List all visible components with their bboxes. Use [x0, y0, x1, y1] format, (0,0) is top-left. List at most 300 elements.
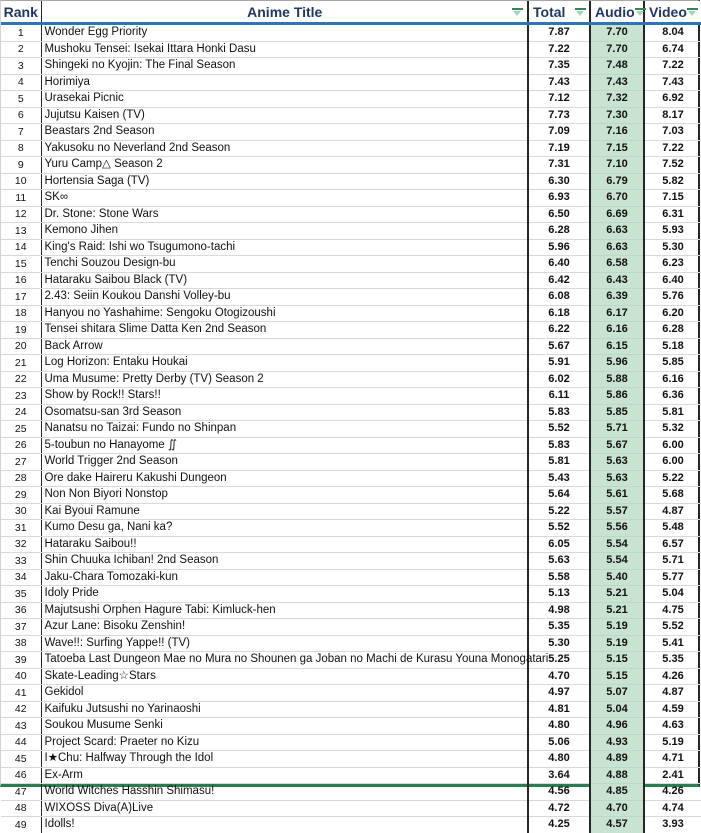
title-cell[interactable]: Hataraku Saibou!! — [41, 536, 528, 553]
audio-cell[interactable]: 5.19 — [590, 619, 644, 636]
video-cell[interactable]: 7.43 — [644, 74, 701, 91]
video-cell[interactable]: 4.71 — [644, 751, 701, 768]
video-cell[interactable]: 6.00 — [644, 437, 701, 454]
rank-cell[interactable]: 34 — [1, 569, 41, 586]
title-cell[interactable]: Azur Lane: Bisoku Zenshin! — [41, 619, 528, 636]
total-cell[interactable]: 5.64 — [528, 487, 590, 504]
total-cell[interactable]: 5.25 — [528, 652, 590, 669]
video-cell[interactable]: 6.00 — [644, 454, 701, 471]
title-cell[interactable]: Horimiya — [41, 74, 528, 91]
rank-cell[interactable]: 5 — [1, 91, 41, 108]
title-cell[interactable]: Back Arrow — [41, 338, 528, 355]
table-row — [1, 767, 701, 784]
total-cell[interactable]: 5.67 — [528, 338, 590, 355]
video-cell[interactable]: 5.35 — [644, 652, 701, 669]
column-header-total — [528, 1, 590, 24]
audio-cell[interactable]: 4.93 — [590, 734, 644, 751]
video-cell[interactable]: 4.26 — [644, 784, 701, 801]
title-cell[interactable]: Kai Byoui Ramune — [41, 503, 528, 520]
table-row — [1, 569, 701, 586]
table-header — [1, 1, 701, 24]
audio-cell[interactable]: 6.17 — [590, 305, 644, 322]
video-cell[interactable]: 7.03 — [644, 124, 701, 141]
rank-cell[interactable]: 1 — [1, 24, 41, 42]
total-cell[interactable]: 6.18 — [528, 305, 590, 322]
audio-cell[interactable]: 5.63 — [590, 454, 644, 471]
audio-cell[interactable]: 6.63 — [590, 223, 644, 240]
total-cell[interactable]: 5.91 — [528, 355, 590, 372]
title-cell[interactable]: Wave!!: Surfing Yappe!! (TV) — [41, 635, 528, 652]
audio-cell[interactable]: 5.88 — [590, 371, 644, 388]
video-cell[interactable]: 5.77 — [644, 569, 701, 586]
total-cell[interactable]: 7.73 — [528, 107, 590, 124]
table-row — [1, 91, 701, 108]
rank-cell[interactable]: 19 — [1, 322, 41, 339]
table-row — [1, 404, 701, 421]
audio-cell[interactable]: 7.43 — [590, 74, 644, 91]
title-cell[interactable]: Osomatsu-san 3rd Season — [41, 404, 528, 421]
column-header-label: Total — [533, 3, 566, 20]
video-cell[interactable]: 6.74 — [644, 41, 701, 58]
table-row — [1, 124, 701, 141]
title-cell[interactable]: Majutsushi Orphen Hagure Tabi: Kimluck-hen — [41, 602, 528, 619]
rank-cell[interactable]: 30 — [1, 503, 41, 520]
title-cell[interactable]: World Trigger 2nd Season — [41, 454, 528, 471]
audio-cell[interactable]: 6.16 — [590, 322, 644, 339]
rank-cell[interactable]: 32 — [1, 536, 41, 553]
audio-cell[interactable]: 5.54 — [590, 536, 644, 553]
video-cell[interactable]: 4.75 — [644, 602, 701, 619]
video-cell[interactable]: 6.16 — [644, 371, 701, 388]
rank-cell[interactable]: 49 — [1, 817, 41, 833]
title-cell[interactable]: Shin Chuuka Ichiban! 2nd Season — [41, 553, 528, 570]
audio-cell[interactable]: 5.96 — [590, 355, 644, 372]
title-cell[interactable]: Kumo Desu ga, Nani ka? — [41, 520, 528, 537]
table-row — [1, 454, 701, 471]
title-cell[interactable]: WIXOSS Diva(A)Live — [41, 800, 528, 817]
table-row — [1, 602, 701, 619]
audio-cell[interactable]: 7.15 — [590, 140, 644, 157]
total-cell[interactable]: 7.09 — [528, 124, 590, 141]
video-cell[interactable]: 8.17 — [644, 107, 701, 124]
rank-cell[interactable]: 26 — [1, 437, 41, 454]
total-cell[interactable]: 6.42 — [528, 272, 590, 289]
audio-cell[interactable]: 7.70 — [590, 41, 644, 58]
table-row — [1, 503, 701, 520]
title-cell[interactable]: Skate-Leading☆Stars — [41, 668, 528, 685]
title-cell[interactable]: Dr. Stone: Stone Wars — [41, 206, 528, 223]
total-cell[interactable]: 6.40 — [528, 256, 590, 273]
table-row — [1, 701, 701, 718]
audio-cell[interactable]: 5.63 — [590, 470, 644, 487]
title-cell[interactable]: King's Raid: Ishi wo Tsugumono-tachi — [41, 239, 528, 256]
rank-cell[interactable]: 33 — [1, 553, 41, 570]
total-cell[interactable]: 5.63 — [528, 553, 590, 570]
rank-cell[interactable]: 8 — [1, 140, 41, 157]
video-cell[interactable]: 6.28 — [644, 322, 701, 339]
table-row — [1, 619, 701, 636]
video-cell[interactable]: 7.52 — [644, 157, 701, 174]
total-cell[interactable]: 7.31 — [528, 157, 590, 174]
title-cell[interactable]: Nanatsu no Taizai: Fundo no Shinpan — [41, 421, 528, 438]
audio-cell[interactable]: 5.56 — [590, 520, 644, 537]
table-row — [1, 371, 701, 388]
ratings-table — [1, 1, 701, 833]
rank-cell[interactable]: 13 — [1, 223, 41, 240]
rank-cell[interactable]: 2 — [1, 41, 41, 58]
table-row — [1, 272, 701, 289]
video-cell[interactable]: 5.52 — [644, 619, 701, 636]
audio-cell[interactable]: 5.54 — [590, 553, 644, 570]
table-body — [1, 24, 701, 833]
rank-cell[interactable]: 20 — [1, 338, 41, 355]
title-cell[interactable]: Idoly Pride — [41, 586, 528, 603]
rank-cell[interactable]: 23 — [1, 388, 41, 405]
audio-cell[interactable]: 5.15 — [590, 668, 644, 685]
total-cell[interactable]: 5.13 — [528, 586, 590, 603]
audio-cell[interactable]: 6.15 — [590, 338, 644, 355]
title-cell[interactable]: Soukou Musume Senki — [41, 718, 528, 735]
title-cell[interactable]: Hataraku Saibou Black (TV) — [41, 272, 528, 289]
title-cell[interactable]: Jujutsu Kaisen (TV) — [41, 107, 528, 124]
total-cell[interactable]: 5.81 — [528, 454, 590, 471]
table-row — [1, 289, 701, 306]
video-cell[interactable]: 5.93 — [644, 223, 701, 240]
audio-cell[interactable]: 5.71 — [590, 421, 644, 438]
video-cell[interactable]: 5.04 — [644, 586, 701, 603]
audio-cell[interactable]: 7.48 — [590, 58, 644, 75]
table-row — [1, 190, 701, 207]
table-row — [1, 685, 701, 702]
total-cell[interactable]: 5.22 — [528, 503, 590, 520]
total-cell[interactable]: 4.80 — [528, 751, 590, 768]
title-cell[interactable]: World Witches Hasshin Shimasu! — [41, 784, 528, 801]
total-cell[interactable]: 7.12 — [528, 91, 590, 108]
table-row — [1, 256, 701, 273]
total-cell[interactable]: 7.87 — [528, 24, 590, 42]
rank-cell[interactable]: 47 — [1, 784, 41, 801]
video-cell[interactable]: 4.63 — [644, 718, 701, 735]
filter-icon[interactable] — [512, 7, 523, 17]
total-cell[interactable]: 6.22 — [528, 322, 590, 339]
table-row — [1, 140, 701, 157]
table-row — [1, 223, 701, 240]
audio-cell[interactable]: 5.19 — [590, 635, 644, 652]
video-cell[interactable]: 5.48 — [644, 520, 701, 537]
title-cell[interactable]: Gekidol — [41, 685, 528, 702]
audio-cell[interactable]: 7.32 — [590, 91, 644, 108]
video-cell[interactable]: 2.41 — [644, 767, 701, 784]
total-cell[interactable]: 5.43 — [528, 470, 590, 487]
total-cell[interactable]: 6.11 — [528, 388, 590, 405]
table-row — [1, 173, 701, 190]
title-cell[interactable]: Urasekai Picnic — [41, 91, 528, 108]
total-cell[interactable]: 4.25 — [528, 817, 590, 833]
title-cell[interactable]: 5-toubun no Hanayome ∬ — [41, 437, 528, 454]
table-row — [1, 305, 701, 322]
total-cell[interactable]: 7.43 — [528, 74, 590, 91]
table-row — [1, 355, 701, 372]
video-cell[interactable]: 6.23 — [644, 256, 701, 273]
title-cell[interactable]: 2.43: Seiin Koukou Danshi Volley-bu — [41, 289, 528, 306]
rank-cell[interactable]: 7 — [1, 124, 41, 141]
rank-cell[interactable]: 35 — [1, 586, 41, 603]
total-cell[interactable]: 7.35 — [528, 58, 590, 75]
header-row — [1, 1, 701, 24]
title-cell[interactable]: Tensei shitara Slime Datta Ken 2nd Season — [41, 322, 528, 339]
rank-cell[interactable]: 27 — [1, 454, 41, 471]
table-row — [1, 800, 701, 817]
rank-cell[interactable]: 22 — [1, 371, 41, 388]
title-cell[interactable]: Kemono Jihen — [41, 223, 528, 240]
total-cell[interactable]: 4.97 — [528, 685, 590, 702]
total-cell[interactable]: 6.02 — [528, 371, 590, 388]
title-cell[interactable]: Hortensia Saga (TV) — [41, 173, 528, 190]
total-cell[interactable]: 5.52 — [528, 520, 590, 537]
audio-cell[interactable]: 5.86 — [590, 388, 644, 405]
audio-cell[interactable]: 6.39 — [590, 289, 644, 306]
audio-cell[interactable]: 6.70 — [590, 190, 644, 207]
title-cell[interactable]: Beastars 2nd Season — [41, 124, 528, 141]
video-cell[interactable]: 4.59 — [644, 701, 701, 718]
total-cell[interactable]: 4.80 — [528, 718, 590, 735]
total-cell[interactable]: 5.83 — [528, 404, 590, 421]
total-cell[interactable]: 6.08 — [528, 289, 590, 306]
total-cell[interactable]: 6.30 — [528, 173, 590, 190]
title-cell[interactable]: Jaku-Chara Tomozaki-kun — [41, 569, 528, 586]
video-cell[interactable]: 7.22 — [644, 58, 701, 75]
total-cell[interactable]: 7.19 — [528, 140, 590, 157]
total-cell[interactable]: 4.70 — [528, 668, 590, 685]
rank-cell[interactable]: 44 — [1, 734, 41, 751]
rank-cell[interactable]: 37 — [1, 619, 41, 636]
table-row — [1, 437, 701, 454]
audio-cell[interactable]: 6.79 — [590, 173, 644, 190]
column-header-label: Audio — [595, 3, 635, 20]
rank-cell[interactable]: 3 — [1, 58, 41, 75]
table-row — [1, 784, 701, 801]
audio-cell[interactable]: 5.67 — [590, 437, 644, 454]
table-row — [1, 718, 701, 735]
total-cell[interactable]: 4.81 — [528, 701, 590, 718]
video-cell[interactable]: 5.32 — [644, 421, 701, 438]
rank-cell[interactable]: 46 — [1, 767, 41, 784]
table-row — [1, 388, 701, 405]
video-cell[interactable]: 4.74 — [644, 800, 701, 817]
title-cell[interactable]: Yakusoku no Neverland 2nd Season — [41, 140, 528, 157]
rank-cell[interactable]: 40 — [1, 668, 41, 685]
title-cell[interactable]: SK∞ — [41, 190, 528, 207]
total-cell[interactable]: 6.05 — [528, 536, 590, 553]
rank-cell[interactable]: 36 — [1, 602, 41, 619]
video-cell[interactable]: 6.92 — [644, 91, 701, 108]
audio-cell[interactable]: 5.85 — [590, 404, 644, 421]
audio-cell[interactable]: 4.89 — [590, 751, 644, 768]
video-cell[interactable]: 8.04 — [644, 24, 701, 42]
audio-cell[interactable]: 6.69 — [590, 206, 644, 223]
audio-cell[interactable]: 5.21 — [590, 586, 644, 603]
table-row — [1, 586, 701, 603]
audio-cell[interactable]: 6.58 — [590, 256, 644, 273]
table-row — [1, 107, 701, 124]
table-row — [1, 157, 701, 174]
video-cell[interactable]: 3.93 — [662, 818, 684, 831]
audio-cell[interactable]: 5.57 — [590, 503, 644, 520]
filter-icon[interactable] — [687, 7, 698, 17]
rank-cell[interactable]: 16 — [1, 272, 41, 289]
title-cell[interactable]: Uma Musume: Pretty Derby (TV) Season 2 — [41, 371, 528, 388]
total-cell[interactable]: 5.30 — [528, 635, 590, 652]
table-row — [1, 239, 701, 256]
video-cell[interactable]: 6.36 — [644, 388, 701, 405]
video-cell[interactable]: 5.68 — [644, 487, 701, 504]
title-cell[interactable]: Show by Rock!! Stars!! — [41, 388, 528, 405]
table-row — [1, 322, 701, 339]
title-cell[interactable]: Kaifuku Jutsushi no Yarinaoshi — [41, 701, 528, 718]
table-row — [1, 652, 701, 669]
rank-cell[interactable]: 29 — [1, 487, 41, 504]
audio-cell[interactable]: 7.30 — [590, 107, 644, 124]
rank-cell[interactable]: 12 — [1, 206, 41, 223]
video-cell[interactable]: 5.82 — [644, 173, 701, 190]
rank-cell[interactable]: 43 — [1, 718, 41, 735]
audio-cell[interactable]: 4.85 — [590, 784, 644, 801]
title-cell[interactable]: Ex-Arm — [41, 767, 528, 784]
table-row — [1, 536, 701, 553]
total-cell[interactable]: 5.52 — [528, 421, 590, 438]
rank-cell[interactable]: 9 — [1, 157, 41, 174]
audio-cell[interactable]: 4.57 — [590, 817, 644, 833]
rank-cell[interactable]: 42 — [1, 701, 41, 718]
video-cell[interactable]: 5.22 — [644, 470, 701, 487]
video-cell[interactable]: 5.41 — [644, 635, 701, 652]
total-cell[interactable]: 3.64 — [528, 767, 590, 784]
table-row — [1, 74, 701, 91]
rank-cell[interactable]: 21 — [1, 355, 41, 372]
audio-cell[interactable]: 5.15 — [590, 652, 644, 669]
rank-cell[interactable]: 39 — [1, 652, 41, 669]
audio-cell[interactable]: 5.61 — [590, 487, 644, 504]
title-cell[interactable]: Mushoku Tensei: Isekai Ittara Honki Dasu — [41, 41, 528, 58]
rank-cell[interactable]: 15 — [1, 256, 41, 273]
title-cell[interactable]: Ore dake Haireru Kakushi Dungeon — [41, 470, 528, 487]
video-cell[interactable]: 5.71 — [644, 553, 701, 570]
total-cell[interactable]: 7.22 — [528, 41, 590, 58]
filter-icon[interactable] — [575, 7, 586, 17]
audio-cell[interactable]: 6.43 — [590, 272, 644, 289]
rank-cell[interactable]: 6 — [1, 107, 41, 124]
audio-cell[interactable]: 7.16 — [590, 124, 644, 141]
rank-cell[interactable]: 45 — [1, 751, 41, 768]
audio-cell[interactable]: 4.70 — [590, 800, 644, 817]
total-cell[interactable]: 4.72 — [528, 800, 590, 817]
rank-cell[interactable]: 4 — [1, 74, 41, 91]
title-cell[interactable]: Hanyou no Yashahime: Sengoku Otogizoushi — [41, 305, 528, 322]
audio-cell[interactable]: 4.96 — [590, 718, 644, 735]
total-cell[interactable]: 5.83 — [528, 437, 590, 454]
rank-cell[interactable]: 24 — [1, 404, 41, 421]
column-header-audio — [590, 1, 644, 24]
video-cell[interactable]: 7.15 — [644, 190, 701, 207]
rank-cell[interactable]: 28 — [1, 470, 41, 487]
column-header-label: Rank — [3, 3, 38, 20]
audio-cell[interactable]: 5.07 — [590, 685, 644, 702]
video-cell[interactable]: 5.81 — [644, 404, 701, 421]
total-cell[interactable]: 4.56 — [528, 784, 590, 801]
video-cell[interactable]: 6.31 — [644, 206, 701, 223]
table-row — [1, 487, 701, 504]
video-cell[interactable]: 4.26 — [644, 668, 701, 685]
title-cell[interactable]: Idolls! — [41, 817, 528, 833]
rank-cell[interactable]: 14 — [1, 239, 41, 256]
audio-cell[interactable]: 5.21 — [590, 602, 644, 619]
total-cell[interactable]: 5.58 — [528, 569, 590, 586]
video-cell[interactable]: 5.76 — [644, 289, 701, 306]
rank-cell[interactable]: 38 — [1, 635, 41, 652]
audio-cell[interactable]: 7.10 — [590, 157, 644, 174]
table-row — [1, 58, 701, 75]
rank-cell[interactable]: 31 — [1, 520, 41, 537]
total-cell[interactable]: 6.50 — [528, 206, 590, 223]
rank-cell[interactable]: 10 — [1, 173, 41, 190]
audio-cell[interactable]: 5.40 — [590, 569, 644, 586]
rank-cell[interactable]: 11 — [1, 190, 41, 207]
audio-cell[interactable]: 5.04 — [590, 701, 644, 718]
video-cell[interactable]: 5.85 — [644, 355, 701, 372]
table-row — [1, 520, 701, 537]
title-cell[interactable]: I★Chu: Halfway Through the Idol — [41, 751, 528, 768]
title-cell[interactable]: Tenchi Souzou Design-bu — [41, 256, 528, 273]
video-cell[interactable]: 4.87 — [644, 685, 701, 702]
video-cell[interactable]: 6.20 — [644, 305, 701, 322]
total-cell[interactable]: 5.35 — [528, 619, 590, 636]
video-cell[interactable]: 5.19 — [644, 734, 701, 751]
title-cell[interactable]: Shingeki no Kyojin: The Final Season — [41, 58, 528, 75]
rank-cell[interactable]: 41 — [1, 685, 41, 702]
rank-cell[interactable]: 48 — [1, 800, 41, 817]
table-row — [1, 668, 701, 685]
total-cell[interactable]: 5.96 — [528, 239, 590, 256]
title-cell[interactable]: Log Horizon: Entaku Houkai — [41, 355, 528, 372]
audio-cell[interactable]: 7.70 — [590, 24, 644, 42]
column-header-video — [644, 1, 701, 24]
rank-cell[interactable]: 25 — [1, 421, 41, 438]
title-cell[interactable]: Wonder Egg Priority — [41, 24, 528, 42]
audio-cell[interactable]: 6.63 — [590, 239, 644, 256]
title-cell[interactable]: Yuru Camp△ Season 2 — [41, 157, 528, 174]
total-cell[interactable]: 4.98 — [528, 602, 590, 619]
video-cell[interactable]: 6.57 — [644, 536, 701, 553]
total-cell[interactable]: 6.28 — [528, 223, 590, 240]
title-cell[interactable]: Non Non Biyori Nonstop — [41, 487, 528, 504]
video-cell[interactable]: 7.22 — [644, 140, 701, 157]
title-cell[interactable]: Tatoeba Last Dungeon Mae no Mura no Shounen ga Joban no Machi de Kurasu Youna Monogatari — [41, 652, 528, 669]
video-cell[interactable]: 6.40 — [644, 272, 701, 289]
rank-cell[interactable]: 18 — [1, 305, 41, 322]
video-cell[interactable]: 4.87 — [644, 503, 701, 520]
rank-cell[interactable]: 17 — [1, 289, 41, 306]
table-row — [1, 817, 701, 833]
video-cell[interactable]: 5.18 — [644, 338, 701, 355]
table-row — [1, 206, 701, 223]
video-cell[interactable]: 5.30 — [644, 239, 701, 256]
title-cell[interactable]: Project Scard: Praeter no Kizu — [41, 734, 528, 751]
filter-icon[interactable] — [635, 7, 646, 17]
total-cell[interactable]: 6.93 — [528, 190, 590, 207]
table-row — [1, 734, 701, 751]
total-cell[interactable]: 5.06 — [528, 734, 590, 751]
audio-cell[interactable]: 4.88 — [590, 767, 644, 784]
